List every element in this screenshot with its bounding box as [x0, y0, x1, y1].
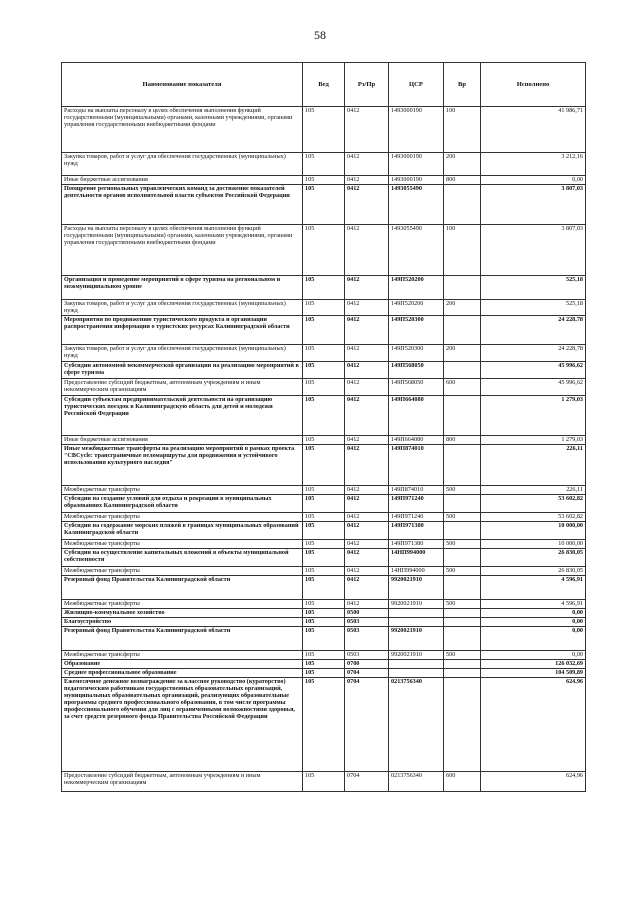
table-row — [62, 522, 586, 540]
cell-csr: 0213756340 — [389, 772, 444, 792]
cell-rzpr: 0412 — [345, 107, 389, 153]
cell-name: Межбюджетные трансферты — [62, 600, 303, 609]
cell-csr — [389, 618, 444, 627]
cell-ved: 105 — [303, 362, 345, 379]
header-name: Наименование показателя — [62, 63, 303, 107]
cell-csr — [389, 660, 444, 669]
cell-vr — [444, 549, 481, 567]
cell-vr: 100 — [444, 225, 481, 276]
cell-executed: 41 986,71 — [481, 107, 586, 153]
cell-rzpr: 0412 — [345, 379, 389, 396]
cell-name: Субсидии автономной некоммерческой организации на реализацию мероприятий в сфере туризма — [62, 362, 303, 379]
table-row — [62, 176, 586, 185]
cell-name: Субсидии на создание условий для отдыха и рекреации в муниципальных образованиях Калининградской области — [62, 495, 303, 513]
cell-ved: 105 — [303, 522, 345, 540]
table-row — [62, 651, 586, 660]
cell-vr: 500 — [444, 651, 481, 660]
cell-vr: 600 — [444, 379, 481, 396]
cell-vr: 100 — [444, 107, 481, 153]
table-row — [62, 153, 586, 176]
table-row — [62, 486, 586, 495]
table-row — [62, 396, 586, 436]
table-row — [62, 436, 586, 445]
cell-vr — [444, 669, 481, 678]
cell-vr — [444, 445, 481, 486]
cell-rzpr: 0412 — [345, 185, 389, 225]
cell-ved: 105 — [303, 153, 345, 176]
cell-executed: 53 602,82 — [481, 513, 586, 522]
cell-executed: 3 807,03 — [481, 185, 586, 225]
cell-executed: 53 602,82 — [481, 495, 586, 513]
cell-vr — [444, 396, 481, 436]
cell-ved: 105 — [303, 486, 345, 495]
cell-vr — [444, 185, 481, 225]
table-row — [62, 669, 586, 678]
cell-executed: 4 596,91 — [481, 600, 586, 609]
cell-rzpr: 0412 — [345, 567, 389, 576]
cell-vr: 500 — [444, 540, 481, 549]
cell-name: Межбюджетные трансферты — [62, 513, 303, 522]
cell-rzpr: 0412 — [345, 176, 389, 185]
cell-name: Межбюджетные трансферты — [62, 651, 303, 660]
table-row — [62, 316, 586, 345]
cell-executed: 104 509,89 — [481, 669, 586, 678]
cell-name: Благоустройство — [62, 618, 303, 627]
cell-name: Иные межбюджетные трансферты на реализацию мероприятий в рамках проекта "СВCycle: трансграничные веломаршруты для продвижения и устойчивого использования культурного наследия" — [62, 445, 303, 486]
cell-csr: 149П971380 — [389, 540, 444, 549]
cell-vr — [444, 627, 481, 651]
cell-ved: 105 — [303, 176, 345, 185]
cell-vr — [444, 316, 481, 345]
cell-vr — [444, 495, 481, 513]
header-vr: Вр — [444, 63, 481, 107]
cell-ved: 105 — [303, 678, 345, 772]
table-row — [62, 300, 586, 316]
cell-name: Предоставление субсидий бюджетным, автономным учреждениям и иным некоммерческим организациям — [62, 379, 303, 396]
cell-rzpr: 0412 — [345, 549, 389, 567]
cell-csr: 1493000190 — [389, 107, 444, 153]
cell-ved: 105 — [303, 772, 345, 792]
cell-name: Резервный фонд Правительства Калининградской области — [62, 627, 303, 651]
cell-name: Межбюджетные трансферты — [62, 567, 303, 576]
cell-name: Организация и проведение мероприятий в сфере туризма на региональном и межмуниципальном уровне — [62, 276, 303, 300]
cell-csr: 149П568050 — [389, 362, 444, 379]
cell-rzpr: 0412 — [345, 540, 389, 549]
cell-ved: 105 — [303, 618, 345, 627]
cell-csr — [389, 609, 444, 618]
cell-csr: 1493000190 — [389, 176, 444, 185]
table-row — [62, 549, 586, 567]
cell-ved: 105 — [303, 345, 345, 362]
cell-executed: 0,00 — [481, 627, 586, 651]
cell-name: Расходы на выплаты персоналу в целях обеспечения выполнения функций государственными (муниципальными) органами, казенными учреждениями, органами управления государственными внебюджетными фондами — [62, 225, 303, 276]
cell-csr: 149П874010 — [389, 445, 444, 486]
cell-ved: 105 — [303, 316, 345, 345]
cell-csr: 149П520300 — [389, 316, 444, 345]
cell-vr: 600 — [444, 772, 481, 792]
cell-name: Закупка товаров, работ и услуг для обеспечения государственных (муниципальных) нужд — [62, 345, 303, 362]
cell-ved: 105 — [303, 627, 345, 651]
table-row — [62, 678, 586, 772]
cell-vr — [444, 678, 481, 772]
cell-ved: 105 — [303, 540, 345, 549]
cell-vr — [444, 362, 481, 379]
cell-ved: 105 — [303, 651, 345, 660]
cell-name: Резервный фонд Правительства Калининградской области — [62, 576, 303, 600]
cell-ved: 105 — [303, 225, 345, 276]
cell-rzpr: 0700 — [345, 660, 389, 669]
cell-rzpr: 0500 — [345, 609, 389, 618]
header-csr: ЦСР — [389, 63, 444, 107]
cell-name: Жилищно-коммунальное хозяйство — [62, 609, 303, 618]
cell-rzpr: 0412 — [345, 345, 389, 362]
cell-rzpr: 0412 — [345, 316, 389, 345]
cell-csr: 149П520200 — [389, 300, 444, 316]
cell-executed: 0,00 — [481, 651, 586, 660]
cell-executed: 525,18 — [481, 276, 586, 300]
cell-executed: 1 279,03 — [481, 436, 586, 445]
cell-executed: 26 830,05 — [481, 549, 586, 567]
cell-csr: 149П664080 — [389, 436, 444, 445]
table-row — [62, 660, 586, 669]
cell-csr: 1493000190 — [389, 153, 444, 176]
cell-executed: 3 212,16 — [481, 153, 586, 176]
cell-vr: 500 — [444, 486, 481, 495]
page-number: 58 — [314, 28, 326, 42]
cell-executed: 45 996,62 — [481, 379, 586, 396]
table-row — [62, 609, 586, 618]
cell-ved: 105 — [303, 107, 345, 153]
cell-name: Межбюджетные трансферты — [62, 486, 303, 495]
cell-csr: 149П971240 — [389, 495, 444, 513]
cell-csr: 0213756340 — [389, 678, 444, 772]
cell-rzpr: 0412 — [345, 445, 389, 486]
table-row — [62, 185, 586, 225]
cell-rzpr: 0503 — [345, 618, 389, 627]
cell-vr — [444, 609, 481, 618]
cell-csr: 1493055490 — [389, 225, 444, 276]
table-row — [62, 600, 586, 609]
cell-vr: 200 — [444, 300, 481, 316]
table-row — [62, 225, 586, 276]
cell-executed: 525,18 — [481, 300, 586, 316]
cell-ved: 105 — [303, 379, 345, 396]
cell-ved: 105 — [303, 445, 345, 486]
table-body — [62, 107, 586, 792]
cell-rzpr: 0412 — [345, 362, 389, 379]
table-row — [62, 445, 586, 486]
cell-vr: 500 — [444, 600, 481, 609]
table-row — [62, 627, 586, 651]
cell-executed: 126 032,69 — [481, 660, 586, 669]
cell-vr — [444, 522, 481, 540]
cell-vr — [444, 576, 481, 600]
cell-csr: 14НП994000 — [389, 567, 444, 576]
cell-name: Закупка товаров, работ и услуг для обеспечения государственных (муниципальных) нужд — [62, 153, 303, 176]
header-executed: Исполнено — [481, 63, 586, 107]
cell-name: Закупка товаров, работ и услуг для обеспечения государственных (муниципальных) нужд — [62, 300, 303, 316]
cell-csr: 9920021910 — [389, 627, 444, 651]
cell-rzpr: 0412 — [345, 486, 389, 495]
table-row — [62, 540, 586, 549]
cell-rzpr: 0412 — [345, 576, 389, 600]
cell-rzpr: 0704 — [345, 772, 389, 792]
cell-name: Субсидии на осуществление капитальных вложений в объекты муниципальной собственности — [62, 549, 303, 567]
cell-ved: 105 — [303, 609, 345, 618]
cell-name: Образование — [62, 660, 303, 669]
cell-executed: 0,00 — [481, 176, 586, 185]
table-row — [62, 107, 586, 153]
cell-name: Мероприятия по продвижению туристического продукта и организации распространения информации о туристских ресурсах Калининградской области — [62, 316, 303, 345]
cell-csr: 149П874010 — [389, 486, 444, 495]
cell-rzpr: 0412 — [345, 600, 389, 609]
cell-executed: 24 228,78 — [481, 316, 586, 345]
cell-executed: 0,00 — [481, 618, 586, 627]
cell-executed: 3 807,03 — [481, 225, 586, 276]
cell-ved: 105 — [303, 513, 345, 522]
table-header-row — [62, 63, 586, 107]
cell-rzpr: 0704 — [345, 678, 389, 772]
cell-executed: 4 596,91 — [481, 576, 586, 600]
cell-rzpr: 0412 — [345, 300, 389, 316]
cell-rzpr: 0412 — [345, 436, 389, 445]
cell-rzpr: 0412 — [345, 522, 389, 540]
cell-csr: 149П520200 — [389, 276, 444, 300]
cell-executed: 10 000,00 — [481, 540, 586, 549]
cell-name: Субсидии на содержание морских пляжей в границах муниципальных образований Калининградской области — [62, 522, 303, 540]
cell-ved: 105 — [303, 567, 345, 576]
cell-executed: 226,11 — [481, 445, 586, 486]
table-row — [62, 772, 586, 792]
cell-csr: 149П520300 — [389, 345, 444, 362]
cell-vr: 800 — [444, 176, 481, 185]
table-row — [62, 513, 586, 522]
cell-name: Поощрение региональных управленческих команд за достижение показателей деятельности органов исполнительной власти субъектов Российской Федерации — [62, 185, 303, 225]
table-row — [62, 495, 586, 513]
table-row — [62, 567, 586, 576]
cell-rzpr: 0412 — [345, 225, 389, 276]
cell-executed: 45 996,62 — [481, 362, 586, 379]
table-row — [62, 345, 586, 362]
cell-vr: 200 — [444, 345, 481, 362]
cell-ved: 105 — [303, 576, 345, 600]
budget-table — [61, 62, 586, 792]
cell-csr: 149П971380 — [389, 522, 444, 540]
cell-csr: 9920021910 — [389, 651, 444, 660]
cell-rzpr: 0412 — [345, 495, 389, 513]
cell-name: Расходы на выплаты персоналу в целях обеспечения выполнения функций государственными (муниципальными) органами, казенными учреждениями, органами управления государственными внебюджетными фондами — [62, 107, 303, 153]
header-ved: Вед — [303, 63, 345, 107]
cell-executed: 624,96 — [481, 772, 586, 792]
cell-executed: 24 228,78 — [481, 345, 586, 362]
cell-name: Иные бюджетные ассигнования — [62, 176, 303, 185]
cell-name: Межбюджетные трансферты — [62, 540, 303, 549]
table-row — [62, 576, 586, 600]
cell-name: Субсидии субъектам предпринимательской деятельности на организацию туристических поездок в Калининградскую область для детей и молодежи Российской Федерации — [62, 396, 303, 436]
cell-ved: 105 — [303, 436, 345, 445]
cell-ved: 105 — [303, 300, 345, 316]
cell-rzpr: 0412 — [345, 396, 389, 436]
cell-ved: 105 — [303, 669, 345, 678]
cell-executed: 624,96 — [481, 678, 586, 772]
cell-csr: 14НП994000 — [389, 549, 444, 567]
cell-name: Ежемесячное денежное вознаграждение за классное руководство (кураторство) педагогическим работникам государственных образовательных организаций, муниципальных образовательных организаций, реализующих образовательные программы среднего профессионального образования, в том числе программы профессионального обучения для лиц с ограниченными возможностями здоровья, за счет средств резервного фонда Правительства Российской Федерации — [62, 678, 303, 772]
cell-rzpr: 0503 — [345, 627, 389, 651]
cell-executed: 0,00 — [481, 609, 586, 618]
table-row — [62, 276, 586, 300]
cell-executed: 10 000,00 — [481, 522, 586, 540]
cell-rzpr: 0704 — [345, 669, 389, 678]
cell-rzpr: 0412 — [345, 513, 389, 522]
cell-name: Иные бюджетные ассигнования — [62, 436, 303, 445]
cell-ved: 105 — [303, 495, 345, 513]
cell-vr: 200 — [444, 153, 481, 176]
cell-vr: 800 — [444, 436, 481, 445]
cell-name: Предоставление субсидий бюджетным, автономным учреждениям и иным некоммерческим организациям — [62, 772, 303, 792]
header-rzpr: Рз/Пр — [345, 63, 389, 107]
cell-ved: 105 — [303, 600, 345, 609]
cell-csr: 149П664080 — [389, 396, 444, 436]
cell-rzpr: 0503 — [345, 651, 389, 660]
table-row — [62, 618, 586, 627]
cell-executed: 26 830,05 — [481, 567, 586, 576]
cell-csr — [389, 669, 444, 678]
cell-csr: 9920021910 — [389, 576, 444, 600]
cell-ved: 105 — [303, 396, 345, 436]
cell-ved: 105 — [303, 276, 345, 300]
cell-ved: 105 — [303, 660, 345, 669]
cell-rzpr: 0412 — [345, 276, 389, 300]
cell-rzpr: 0412 — [345, 153, 389, 176]
cell-vr — [444, 660, 481, 669]
cell-vr — [444, 618, 481, 627]
cell-ved: 105 — [303, 549, 345, 567]
cell-csr: 1493055490 — [389, 185, 444, 225]
cell-csr: 9920021910 — [389, 600, 444, 609]
cell-vr — [444, 276, 481, 300]
cell-vr: 500 — [444, 567, 481, 576]
table-row — [62, 379, 586, 396]
table-row — [62, 362, 586, 379]
cell-executed: 226,11 — [481, 486, 586, 495]
cell-ved: 105 — [303, 185, 345, 225]
cell-executed: 1 279,03 — [481, 396, 586, 436]
cell-csr: 149П971240 — [389, 513, 444, 522]
cell-vr: 500 — [444, 513, 481, 522]
cell-csr: 149П568050 — [389, 379, 444, 396]
cell-name: Среднее профессиональное образование — [62, 669, 303, 678]
